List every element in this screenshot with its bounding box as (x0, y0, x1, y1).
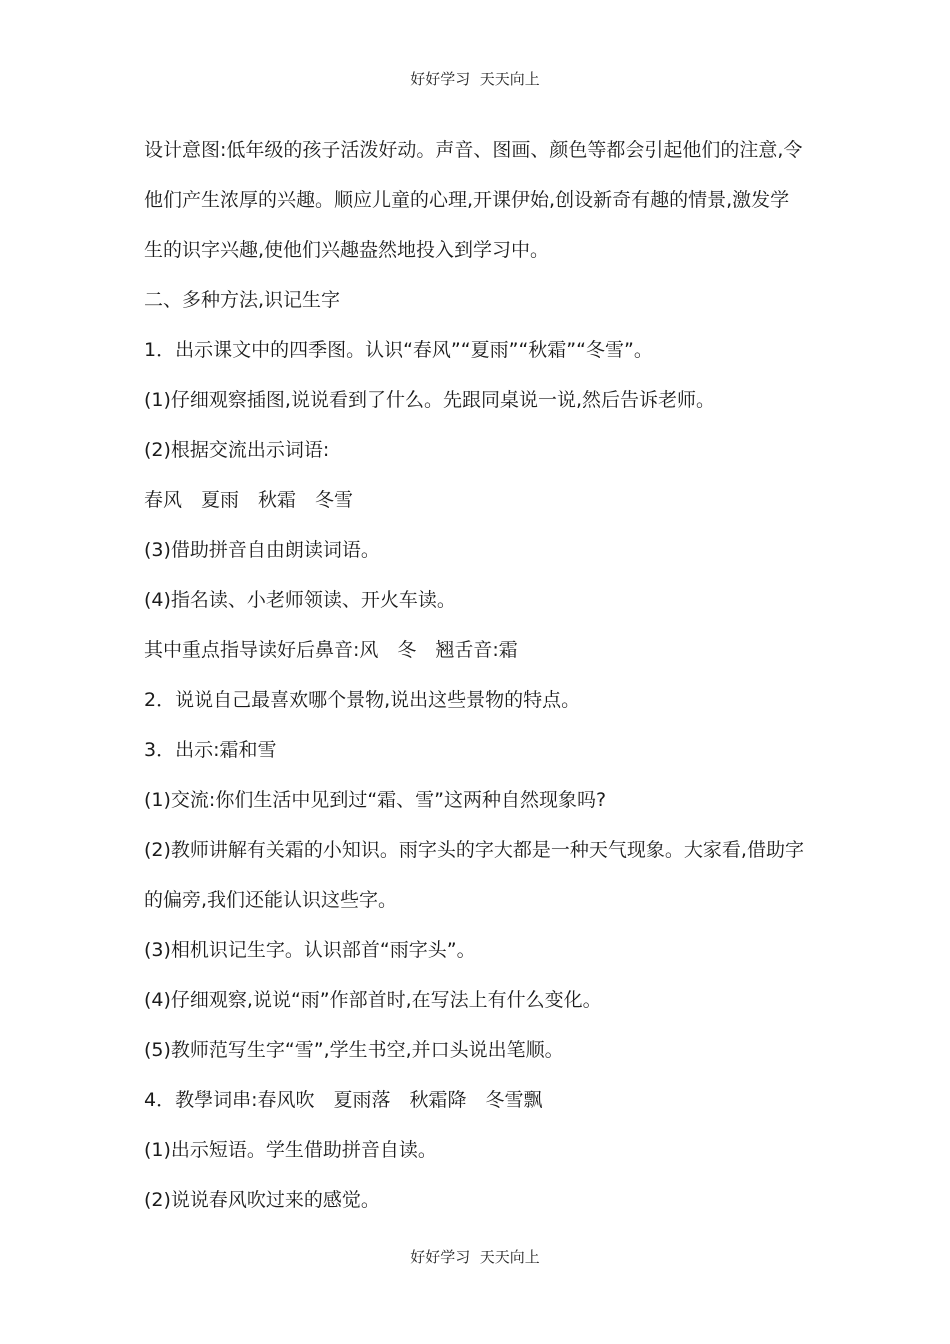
text-line: (2)根据交流出示词语: (144, 439, 330, 461)
text-line: 其中重点指导读好后鼻音:风 冬 翘舌音:霜 (144, 639, 518, 661)
text-line: 1．出示课文中的四季图。认识“春风”“夏雨”“秋霜”“冬雪”。 (144, 339, 653, 361)
text-line: 4．教學词串:春风吹 夏雨落 秋霜降 冬雪飘 (144, 1089, 543, 1111)
text-line: 设计意图:低年级的孩子活泼好动。声音、图画、颜色等都会引起他们的注意,令 (144, 139, 803, 161)
section-heading: 二、多种方法,识记生字 (144, 289, 341, 311)
text-line: 2．说说自己最喜欢哪个景物,说出这些景物的特点。 (144, 689, 581, 711)
text-line: 的偏旁,我们还能认识这些字。 (144, 889, 398, 911)
text-line: 他们产生浓厚的兴趣。顺应儿童的心理,开课伊始,创设新奇有趣的情景,激发学 (144, 189, 790, 211)
text-line: (1)交流:你们生活中见到过“霜、雪”这两种自然现象吗? (144, 789, 607, 811)
document-body (144, 135, 812, 1235)
text-line: (4)仔细观察,说说“雨”作部首时,在写法上有什么变化。 (144, 989, 602, 1011)
text-line: (1)仔细观察插图,说说看到了什么。先跟同桌说一说,然后告诉老师。 (144, 389, 715, 411)
text-line: (3)借助拼音自由朗读词语。 (144, 539, 380, 561)
text-line: 春风 夏雨 秋霜 冬雪 (144, 489, 354, 511)
text-line: (5)教师范写生字“雪”,学生书空,并口头说出笔顺。 (144, 1039, 564, 1061)
text-line: (2)教师讲解有关霜的小知识。雨字头的字大都是一种天气现象。大家看,借助字 (144, 839, 804, 861)
text-line: (4)指名读、小老师领读、开火车读。 (144, 589, 456, 611)
page-footer: 好好学习 天天向上 (410, 1248, 540, 1266)
text-line: (1)出示短语。学生借助拼音自读。 (144, 1139, 437, 1161)
text-line: 生的识字兴趣,使他们兴趣盎然地投入到学习中。 (144, 239, 550, 261)
page-header: 好好学习 天天向上 (410, 70, 540, 88)
text-line: (2)说说春风吹过来的感觉。 (144, 1189, 380, 1211)
text-line: (3)相机识记生字。认识部首“雨字头”。 (144, 939, 476, 961)
text-line: 3．出示:霜和雪 (144, 739, 277, 761)
